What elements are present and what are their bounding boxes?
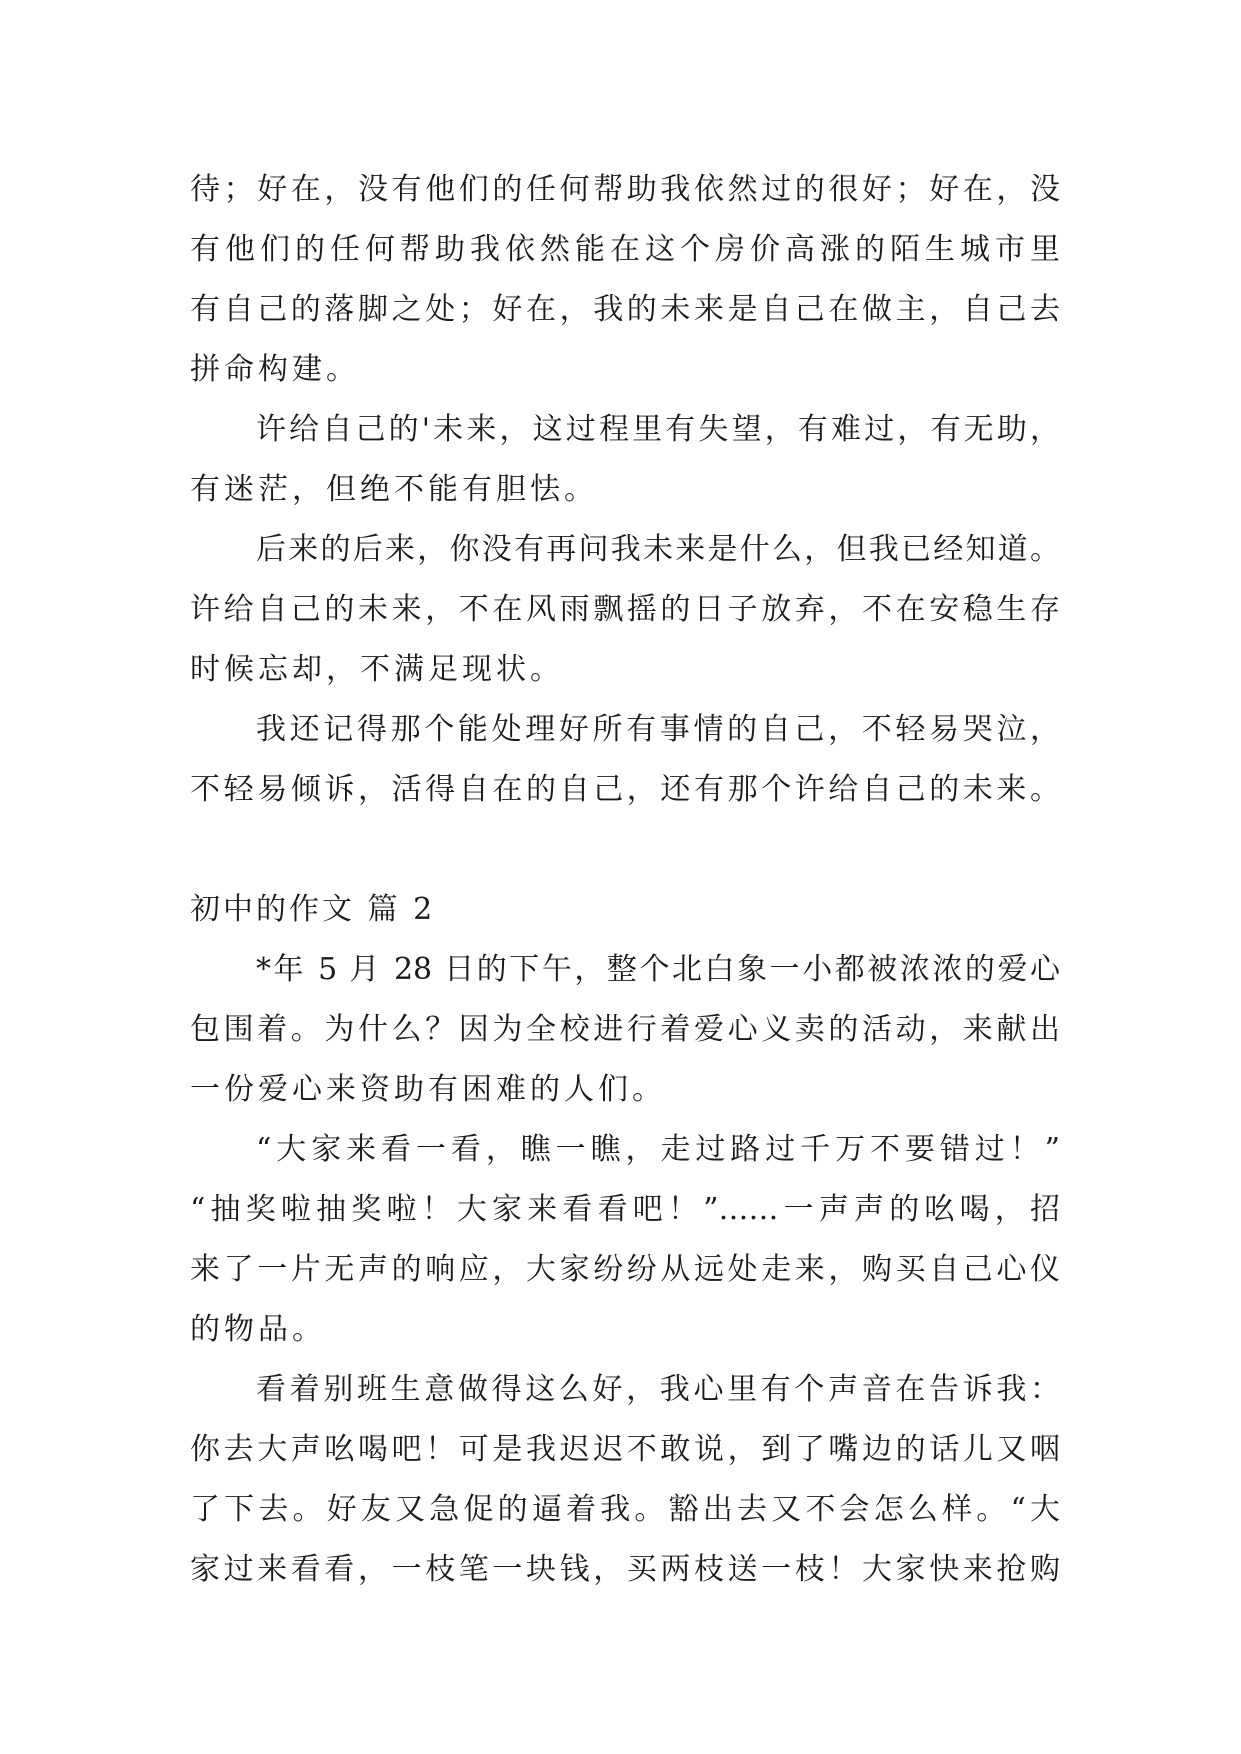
paragraph: [190, 400, 1060, 520]
text-line: 了下去。好友又急促的逼着我。豁出去又不会怎么样。“大: [190, 1492, 1060, 1527]
paragraph: [190, 1360, 1060, 1600]
text-line: 你去大声吆喝吧！可是我迟迟不敢说，到了嘴边的话儿又咽: [190, 1432, 1060, 1467]
text-line: 后来的后来，你没有再问我未来是什么，但我已经知道。: [256, 532, 1060, 567]
paragraph: [190, 160, 1060, 400]
section-heading: 初中的作文 篇 2: [190, 892, 436, 927]
paragraph: [190, 940, 1060, 1120]
text-line: 家过来看看，一枝笔一块钱，买两枝送一枝！大家快来抢购: [190, 1552, 1060, 1587]
text-line: 来了一片无声的响应，大家纷纷从远处走来，购买自己心仪: [190, 1252, 1060, 1287]
text-line: 时候忘却，不满足现状。: [190, 652, 564, 687]
paragraph: [190, 700, 1060, 820]
text-line: 我还记得那个能处理好所有事情的自己，不轻易哭泣，: [256, 712, 1060, 747]
text-line: 许给自己的未来，不在风雨飘摇的日子放弃，不在安稳生存: [190, 592, 1060, 627]
text-line: *年 5 月 28 日的下午，整个北白象一小都被浓浓的爱心: [256, 952, 1060, 987]
text-line: 许给自己的'未来，这过程里有失望，有难过，有无助，: [256, 412, 1060, 447]
text-line: 看着别班生意做得这么好，我心里有个声音在告诉我：: [256, 1372, 1060, 1407]
text-line: 待；好在，没有他们的任何帮助我依然过的很好；好在，没: [190, 172, 1060, 207]
text-line: 的物品。: [190, 1312, 326, 1347]
text-line: 拼命构建。: [190, 352, 360, 387]
text-line: 有迷茫，但绝不能有胆怯。: [190, 472, 598, 507]
section-gap: [190, 820, 1060, 880]
paragraph: [190, 1120, 1060, 1360]
paragraph: [190, 520, 1060, 700]
text-line: “抽奖啦抽奖啦！大家来看看吧！”……一声声的吆喝，招: [190, 1192, 1060, 1227]
text-line: 有自己的落脚之处；好在，我的未来是自己在做主，自己去: [190, 292, 1060, 327]
text-line: 一份爱心来资助有困难的人们。: [190, 1072, 666, 1107]
text-line: 有他们的任何帮助我依然能在这个房价高涨的陌生城市里: [190, 232, 1060, 267]
document-page: [190, 160, 1060, 1600]
text-line: “大家来看一看，瞧一瞧，走过路过千万不要错过！”: [256, 1132, 1060, 1167]
text-line: 包围着。为什么？因为全校进行着爱心义卖的活动，来献出: [190, 1012, 1060, 1047]
text-line: 不轻易倾诉，活得自在的自己，还有那个许给自己的未来。: [190, 772, 1060, 807]
